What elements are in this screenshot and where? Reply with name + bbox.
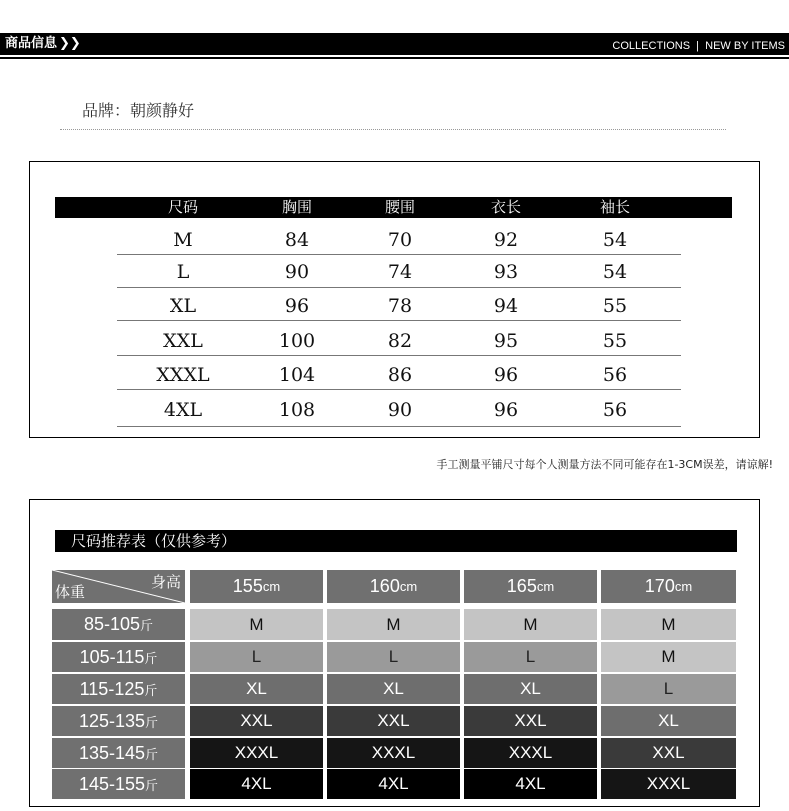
size-label: XL bbox=[169, 295, 197, 317]
weight-unit: 斤 bbox=[144, 682, 158, 698]
corner-cell bbox=[52, 570, 185, 603]
size-label: XXL bbox=[163, 330, 203, 352]
header-underline bbox=[0, 57, 789, 59]
size-row-divider bbox=[117, 287, 681, 288]
size-label: 4XL bbox=[163, 399, 203, 421]
size-value: 84 bbox=[284, 229, 310, 251]
size-value: 93 bbox=[493, 261, 519, 283]
size-value: 90 bbox=[284, 261, 310, 283]
weight-value: 105-115 bbox=[79, 646, 145, 667]
weight-unit: 斤 bbox=[145, 714, 159, 730]
weight-unit: 斤 bbox=[145, 746, 159, 762]
size-value: 108 bbox=[278, 399, 316, 421]
weight-value: 85-105 bbox=[83, 614, 141, 634]
recommended-size-cell: M bbox=[601, 609, 736, 640]
weight-header bbox=[52, 706, 185, 736]
measurement-note: 手工测量平铺尺寸每个人测量方法不同可能存在1-3CM误差，请谅解! bbox=[436, 458, 773, 471]
size-row-divider bbox=[117, 320, 681, 321]
recommended-size-cell: 4XL bbox=[190, 769, 323, 799]
size-value: 104 bbox=[278, 364, 316, 386]
size-label: M bbox=[173, 229, 193, 251]
recommended-size-cell: XL bbox=[464, 674, 597, 704]
weight-unit: 斤 bbox=[145, 777, 159, 793]
size-value: 56 bbox=[602, 364, 628, 386]
height-header bbox=[464, 570, 597, 603]
height-unit: cm bbox=[399, 579, 418, 594]
height-header bbox=[190, 570, 323, 603]
recommended-size-cell: XL bbox=[601, 706, 736, 736]
corner-height-label: 身高 bbox=[150, 574, 181, 591]
height-header bbox=[601, 570, 736, 603]
recommended-size-cell: M bbox=[601, 642, 736, 672]
size-value: 56 bbox=[602, 399, 628, 421]
size-value: 82 bbox=[387, 330, 413, 352]
height-value: 165 bbox=[506, 576, 537, 596]
size-value: 100 bbox=[278, 330, 316, 352]
size-row-divider bbox=[117, 254, 681, 255]
size-value: 55 bbox=[602, 295, 628, 317]
height-unit: cm bbox=[674, 579, 693, 594]
recommend-table-title: 尺码推荐表（仅供参考） bbox=[55, 530, 737, 552]
recommended-size-cell: XXL bbox=[327, 706, 460, 736]
size-value: 92 bbox=[493, 229, 519, 251]
recommended-size-cell: L bbox=[190, 642, 323, 672]
size-row-divider bbox=[117, 355, 681, 356]
recommended-size-cell: L bbox=[327, 642, 460, 672]
height-unit: cm bbox=[536, 579, 555, 594]
size-col-header: 袖长 bbox=[599, 198, 630, 216]
recommended-size-cell: XXXL bbox=[327, 738, 460, 768]
size-col-header: 衣长 bbox=[490, 198, 521, 216]
size-value: 78 bbox=[387, 295, 413, 317]
recommended-size-cell: XL bbox=[190, 674, 323, 704]
recommended-size-cell: XL bbox=[327, 674, 460, 704]
section-title bbox=[5, 33, 81, 55]
recommended-size-cell: XXXL bbox=[190, 738, 323, 768]
size-value: 55 bbox=[602, 330, 628, 352]
size-value: 70 bbox=[387, 229, 413, 251]
size-value: 96 bbox=[284, 295, 310, 317]
height-value: 155 bbox=[232, 576, 263, 596]
weight-unit: 斤 bbox=[144, 650, 158, 666]
recommended-size-cell: M bbox=[464, 609, 597, 640]
corner-weight-label: 体重 bbox=[55, 584, 86, 601]
size-col-header: 胸围 bbox=[281, 198, 312, 216]
weight-value: 135-145 bbox=[78, 742, 146, 763]
size-value: 90 bbox=[387, 399, 413, 421]
size-label: L bbox=[176, 261, 190, 283]
height-value: 170 bbox=[644, 576, 675, 596]
size-col-header: 尺码 bbox=[167, 198, 198, 216]
recommended-size-cell: XXXL bbox=[464, 738, 597, 768]
size-value: 74 bbox=[387, 261, 413, 283]
size-value: 96 bbox=[493, 399, 519, 421]
weight-header bbox=[52, 674, 185, 704]
recommended-size-cell: XXL bbox=[190, 706, 323, 736]
height-unit: cm bbox=[262, 579, 281, 594]
weight-value: 115-125 bbox=[79, 678, 145, 699]
header-nav-text[interactable]: COLLECTIONS | NEW BY ITEMS bbox=[612, 40, 785, 52]
weight-unit: 斤 bbox=[140, 618, 154, 633]
recommended-size-cell: M bbox=[327, 609, 460, 640]
dotted-divider bbox=[60, 129, 726, 130]
size-value: 86 bbox=[387, 364, 413, 386]
brand-label: 品牌：朝颜静好 bbox=[82, 101, 195, 120]
recommended-size-cell: XXXL bbox=[601, 769, 736, 799]
weight-header bbox=[52, 609, 185, 640]
size-value: 96 bbox=[493, 364, 519, 386]
height-value: 160 bbox=[369, 576, 400, 596]
section-title-text: 商品信息 bbox=[5, 36, 58, 51]
size-value: 54 bbox=[602, 261, 628, 283]
weight-header bbox=[52, 642, 185, 672]
weight-header bbox=[52, 769, 185, 799]
recommended-size-cell: 4XL bbox=[464, 769, 597, 799]
size-value: 95 bbox=[493, 330, 519, 352]
weight-value: 125-135 bbox=[78, 710, 146, 731]
size-row-divider bbox=[117, 426, 681, 427]
chevron-right-icon: ❯❯ bbox=[59, 36, 81, 51]
recommended-size-cell: L bbox=[464, 642, 597, 672]
recommended-size-cell: M bbox=[190, 609, 323, 640]
weight-value: 145-155 bbox=[78, 773, 146, 794]
size-value: 94 bbox=[493, 295, 519, 317]
height-header bbox=[327, 570, 460, 603]
header-nav[interactable] bbox=[612, 35, 785, 57]
size-col-header: 腰围 bbox=[384, 198, 415, 216]
recommended-size-cell: 4XL bbox=[327, 769, 460, 799]
weight-header bbox=[52, 738, 185, 768]
size-label: XXXL bbox=[156, 364, 210, 386]
recommended-size-cell: L bbox=[601, 674, 736, 704]
size-value: 54 bbox=[602, 229, 628, 251]
recommended-size-cell: XXL bbox=[601, 738, 736, 768]
recommended-size-cell: XXL bbox=[464, 706, 597, 736]
size-row-divider bbox=[117, 389, 681, 390]
